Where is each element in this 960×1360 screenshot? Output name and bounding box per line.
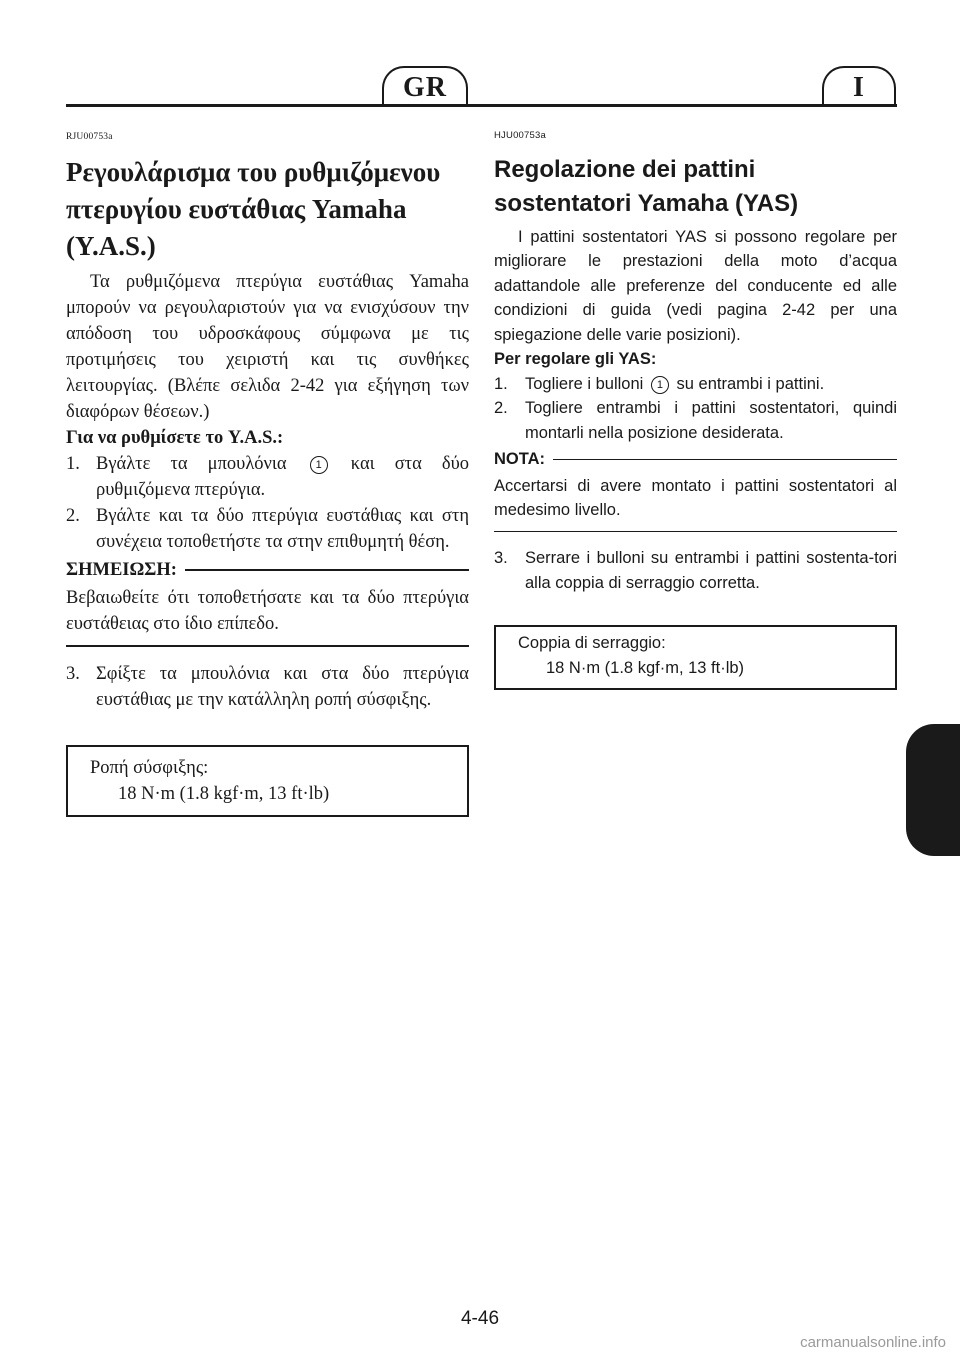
page-number: 4-46 [460,1308,500,1329]
step-text [525,372,897,397]
torque-value: 18 N·m (1.8 kgf·m, 13 ft·lb) [546,658,745,677]
torque-label: Ροπή σύσφιξης: [90,757,209,778]
torque-spec-box [66,745,469,817]
page-header [0,0,960,110]
step-number: 3. [494,549,508,567]
header-rule [66,104,897,107]
step-text-part: Βγάλτε τα μπουλόνια [96,454,287,474]
torque-label: Coppia di serraggio: [518,634,666,652]
language-badge-i: I [822,66,896,106]
torque-value: 18 N·m (1.8 kgf·m, 13 ft·lb) [118,783,330,804]
step-number: 1. [66,454,80,474]
reference-number-icon: 1 [651,376,669,394]
greek-column [66,118,469,817]
note-rule [185,569,469,571]
step-text: Togliere entrambi i pattini sostentatori, quindi montarli nella posizione desiderata. [525,399,897,442]
procedure-heading: Για να ρυθμίσετε το Y.A.S.: [66,428,284,448]
watermark: carmanualsonline.info [800,1334,946,1351]
step-number: 2. [494,399,508,417]
step-3 [494,546,897,595]
intro-paragraph: I pattini sostentatori YAS si possono regolare per migliorare le prestazioni della moto d’acqua adattandole alle preferenze del conducente ed alle condizioni di guida (vedi pagina 2-42 per una spiegazione delle varie posizioni). [494,227,897,344]
chapter-tab [906,724,960,856]
procedure-heading: Per regolare gli YAS: [494,350,657,368]
note-rule [553,459,897,461]
reference-number-icon: 1 [310,456,328,474]
intro-paragraph: Τα ρυθμιζόμενα πτερύγια ευστάθιας Yamaha μπορούν να ρεγουλαριστούν για να ενισχύσουν την απόδοση του υδροσκάφους σύμφωνα με τις προτιμήσεις του χειριστή και τις συνθήκες λειτουργίας. (Βλέπε σελιδα 2-42 για εξήγηση των διαφόρων θέσεων.) [66,272,469,422]
step-text-part: Togliere i bulloni [525,374,644,393]
step-text: Βγάλτε και τα δύο πτερύγια ευστάθιας και στη συνέχεια τοποθετήστε τα στην επιθυμητή θέση. [96,506,469,552]
step-1 [66,451,469,503]
note-label: ΣΗΜΕΙΩΣΗ: [66,560,177,580]
step-number: 1. [494,374,508,393]
note-end-rule [494,531,897,533]
note-header [66,557,469,583]
step-2 [494,396,897,445]
step-text: Serrare i bulloni su entrambi i pattini sostenta-tori alla coppia di serraggio corretta. [525,549,897,592]
note-text: Accertarsi di avere montato i pattini sostentatori al medesimo livello. [494,476,897,519]
torque-spec-box [494,625,897,690]
step-2 [66,503,469,555]
section-code: RJU00753a [66,132,113,142]
step-text: Σφίξτε τα μπουλόνια και στα δύο πτερύγια ευστάθιας με την κατάλληλη ροπή σύσφιξης. [96,663,469,710]
step-text-part: και στα δύο ρυθμιζόμενα πτερύγια. [96,454,470,500]
note-header [494,447,897,472]
step-text-part: su entrambi i pattini. [676,374,825,393]
step-number: 2. [66,506,80,526]
section-title: Regolazione dei pattini sostentatori Yamaha (YAS) [494,155,799,217]
section-title: Ρεγουλάρισμα του ρυθμιζόμενου πτερυγίου ευστάθιας Yamaha (Y.A.S.) [66,157,441,261]
section-code: HJU00753a [494,130,546,141]
note-end-rule [66,645,469,647]
step-number: 3. [66,663,80,684]
language-badge-gr: GR [382,66,468,106]
step-3 [66,661,469,713]
step-text [96,451,469,503]
note-text: Βεβαιωθείτε ότι τοποθετήσατε και τα δύο πτερύγια ευστάθειας στο ίδιο επίπεδο. [66,588,469,634]
note-label: NOTA: [494,450,546,468]
step-1 [494,372,897,397]
italian-column [494,118,897,690]
